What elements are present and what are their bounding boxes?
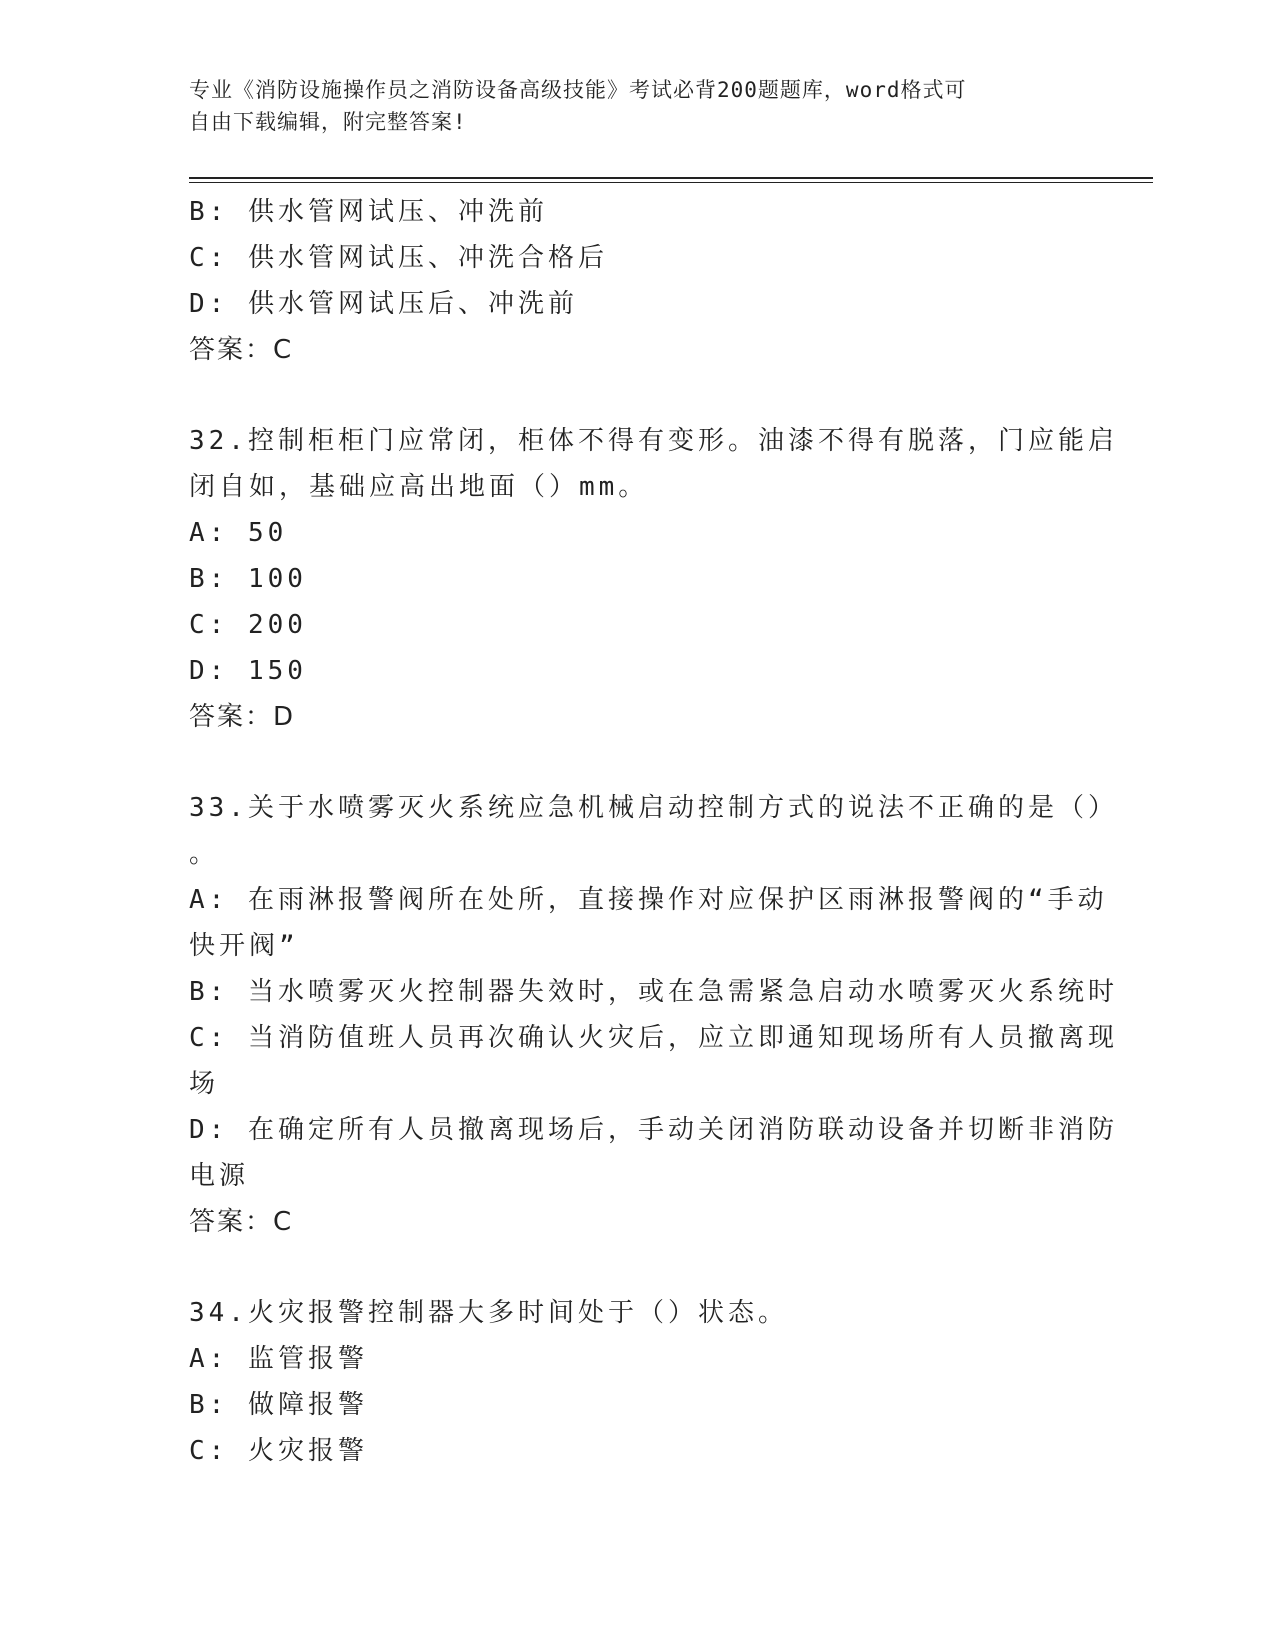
document-body <box>189 189 1118 1474</box>
option-c-continued: 场 <box>189 1069 220 1099</box>
header-line-1: 专业《消防设施操作员之消防设备高级技能》考试必背200题题库，word格式可 <box>189 78 967 102</box>
answer: 答案：C <box>189 335 294 365</box>
spacer <box>189 1245 1079 1290</box>
question-34 <box>189 1290 1079 1474</box>
option-c: C: 火灾报警 <box>189 1436 368 1466</box>
option-d: D: 供水管网试压后、冲洗前 <box>189 289 578 319</box>
option-a: A: 在雨淋报警阀所在处所，直接操作对应保护区雨淋报警阀的“手动 <box>189 885 1108 915</box>
question-stem: 33.关于水喷雾灭火系统应急机械启动控制方式的说法不正确的是（） <box>189 793 1118 823</box>
option-a: A: 监管报警 <box>189 1344 368 1374</box>
document-header <box>189 74 1089 138</box>
question-stem-continued: 闭自如，基础应高出地面（）mm。 <box>189 472 649 502</box>
option-b: B: 做障报警 <box>189 1390 368 1420</box>
option-c: C: 200 <box>189 610 307 640</box>
option-d: D: 在确定所有人员撤离现场后，手动关闭消防联动设备并切断非消防 <box>189 1115 1118 1145</box>
header-line-2: 自由下载编辑，附完整答案! <box>189 110 467 134</box>
option-b: B: 100 <box>189 564 307 594</box>
answer: 答案：D <box>189 702 296 732</box>
option-c: C: 当消防值班人员再次确认火灾后，应立即通知现场所有人员撤离现 <box>189 1023 1118 1053</box>
header-divider-thin <box>189 182 1153 183</box>
option-d-continued: 电源 <box>189 1161 250 1191</box>
header-divider-thick <box>189 177 1153 179</box>
spacer <box>189 740 1079 785</box>
option-c: C: 供水管网试压、冲洗合格后 <box>189 243 608 273</box>
answer: 答案：C <box>189 1207 294 1237</box>
question-31-continued <box>189 189 1079 373</box>
question-stem: 32.控制柜柜门应常闭，柜体不得有变形。油漆不得有脱落，门应能启 <box>189 426 1118 456</box>
option-b: B: 当水喷雾灭火控制器失效时，或在急需紧急启动水喷雾灭火系统时 <box>189 977 1118 1007</box>
question-33 <box>189 785 1118 1245</box>
option-b: B: 供水管网试压、冲洗前 <box>189 197 548 227</box>
option-d: D: 150 <box>189 656 307 686</box>
question-stem: 34.火灾报警控制器大多时间处于（）状态。 <box>189 1298 788 1328</box>
question-stem-continued: 。 <box>189 839 220 869</box>
spacer <box>189 373 1079 418</box>
option-a: A: 50 <box>189 518 288 548</box>
option-a-continued: 快开阀” <box>189 931 299 961</box>
question-32 <box>189 418 1118 740</box>
